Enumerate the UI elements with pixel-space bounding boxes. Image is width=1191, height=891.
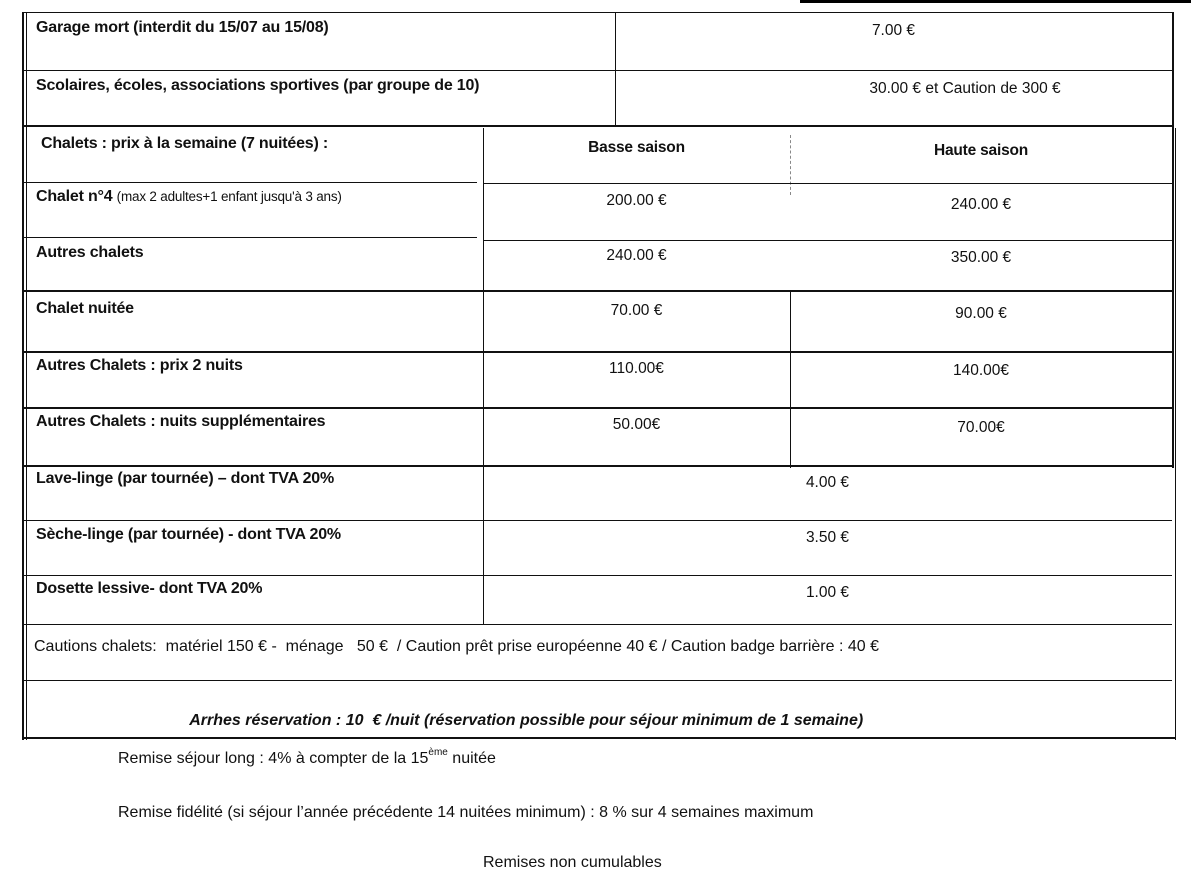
divider xyxy=(22,680,1172,681)
divider xyxy=(22,12,1172,13)
chalet-row-label-main: Chalet n°4 xyxy=(36,188,113,205)
service-price-dosette: 1.00 € xyxy=(805,584,850,601)
chalets-header-label: Chalets : prix à la semaine (7 nuitées) : xyxy=(41,135,329,152)
row-label-garage-mort: Garage mort (interdit du 15/07 au 15/08) xyxy=(36,19,329,36)
chalet-price-haute: 140.00€ xyxy=(952,362,1010,379)
chalet-price-basse: 110.00€ xyxy=(609,360,664,377)
top-border-bar xyxy=(800,0,1191,3)
remise-long-text: Remise séjour long : 4% à compter de la 15 xyxy=(118,750,429,767)
chalet-price-basse: 70.00 € xyxy=(610,302,663,319)
arrhes-note: (réservation possible pour séjour minimum de 1 semaine) xyxy=(419,712,864,729)
divider xyxy=(22,351,1172,353)
arrhes-line xyxy=(22,688,1172,754)
chalet-price-haute: 350.00 € xyxy=(950,249,1012,266)
divider xyxy=(22,237,477,238)
arrhes-amount: 10 € /nuit xyxy=(341,712,420,729)
chalet-row-label xyxy=(22,186,482,208)
remise-fidelite: Remise fidélité (si séjour l’année précédente 14 nuitées minimum) : 8 % sur 4 semaines maximum xyxy=(118,804,814,821)
chalet-price-haute: 240.00 € xyxy=(950,196,1012,213)
chalet-price-haute: 90.00 € xyxy=(955,305,1007,322)
chalet-price-basse: 50.00€ xyxy=(612,416,661,433)
chalet-price-basse: 240.00 € xyxy=(606,247,667,264)
row-value-garage-mort: 7.00 € xyxy=(871,22,916,39)
remises-non-cumulables: Remises non cumulables xyxy=(483,854,662,871)
cautions-text: Cautions chalets: matériel 150 € - ménage 50 € / Caution prêt prise européenne 40 € / Caution badge barrière : 40 € xyxy=(34,638,879,655)
table-bottom-border xyxy=(22,737,1175,739)
chalet-row-label: Autres Chalets : nuits supplémentaires xyxy=(36,413,326,430)
row-label-scolaires: Scolaires, écoles, associations sportives (par groupe de 10) xyxy=(36,77,480,94)
service-row-label-seche-linge: Sèche-linge (par tournée) - dont TVA 20% xyxy=(36,526,341,543)
service-price-lave-linge: 4.00 € xyxy=(805,474,850,491)
service-row-label-dosette: Dosette lessive- dont TVA 20% xyxy=(36,580,263,597)
chalet-row-label: Autres Chalets : prix 2 nuits xyxy=(36,357,243,374)
chalet-price-haute: 70.00€ xyxy=(957,419,1005,436)
divider xyxy=(22,624,1172,625)
table-right-border-outer xyxy=(1175,128,1176,740)
table-right-border xyxy=(1172,12,1174,128)
table-right-border xyxy=(1172,128,1174,468)
remise-sejour-long xyxy=(118,747,496,768)
divider xyxy=(22,125,1172,127)
divider xyxy=(22,182,477,183)
row-value-scolaires: 30.00 € et Caution de 300 € xyxy=(869,80,1061,97)
chalet-price-basse: 200.00 € xyxy=(606,192,667,209)
column-header-haute-saison: Haute saison xyxy=(933,142,1029,159)
divider xyxy=(22,465,1172,467)
chalet-row-label: Chalet nuitée xyxy=(36,300,134,317)
service-price-seche-linge: 3.50 € xyxy=(805,529,850,546)
chalet-row-label: Autres chalets xyxy=(36,244,144,261)
divider xyxy=(22,520,1172,521)
arrhes-label: Arrhes réservation : xyxy=(189,712,342,729)
divider xyxy=(22,70,1172,71)
divider xyxy=(22,575,1172,576)
remise-long-sup: ème xyxy=(428,747,448,758)
divider xyxy=(483,240,1172,241)
service-row-label-lave-linge: Lave-linge (par tournée) – dont TVA 20% xyxy=(36,470,335,487)
remise-long-suffix: nuitée xyxy=(447,750,496,767)
chalet-row-label-sub: (max 2 adultes+1 enfant jusqu'à 3 ans) xyxy=(116,189,342,204)
divider xyxy=(483,183,1172,184)
divider xyxy=(22,407,1172,409)
divider xyxy=(22,290,1172,292)
column-header-basse-saison: Basse saison xyxy=(588,139,685,156)
